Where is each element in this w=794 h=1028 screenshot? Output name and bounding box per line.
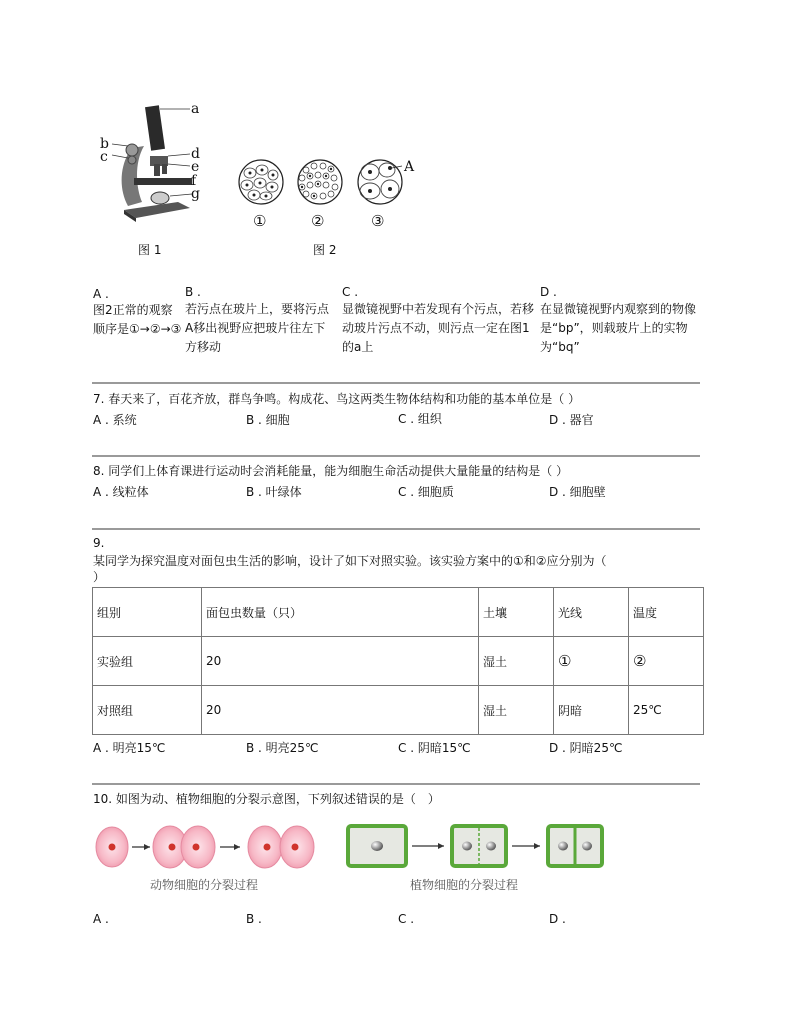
table-cell: 湿土 [479,637,554,686]
q10-option-d[interactable]: D . [549,912,566,926]
fig2-label-3: ③ [371,212,385,230]
table-cell: ② [629,637,704,686]
q7-option-d[interactable]: D . 器官 [549,413,594,427]
animal-division-caption: 动物细胞的分裂过程 [150,878,259,892]
table-row [93,686,704,735]
fig1-label-f: f [191,173,197,189]
fig1-label-a: a [191,101,200,117]
q8-option-b[interactable]: B . 叶绿体 [246,485,302,499]
header-cell: 土壤 [479,588,554,637]
plant-cell-division-figure [344,822,606,870]
table-cell: 实验组 [93,637,202,686]
header-cell: 温度 [629,588,704,637]
q6-option-c-letter[interactable]: C . [342,285,359,299]
q6-option-a-letter[interactable]: A . [93,287,109,301]
q9-option-a[interactable]: A . 明亮15℃ [93,741,166,755]
q10-option-a[interactable]: A . [93,912,109,926]
q6-option-d-letter[interactable]: D . [540,285,557,299]
q6-option-b-text[interactable]: 若污点在玻片上，要将污点A移出视野应把玻片往左下方移动 [185,302,330,354]
q7-option-c[interactable]: C . 组织 [398,412,442,426]
table-header-row [93,588,704,637]
divider-q9 [92,528,700,530]
q9-number: 9. [93,536,105,550]
q8-option-d[interactable]: D . 细胞壁 [549,485,606,499]
table-row [93,637,704,686]
q9-option-d[interactable]: D . 阴暗25℃ [549,741,623,755]
field-of-view-figure [234,156,414,208]
table-cell: 湿土 [479,686,554,735]
header-cell: 光线 [554,588,629,637]
q10-stem: 10. 如图为动、植物细胞的分裂示意图，下列叙述错误的是（ ） [93,792,440,806]
q8-option-c[interactable]: C . 细胞质 [398,485,454,499]
table-cell: 25℃ [629,686,704,735]
q6-option-d-text[interactable]: 在显微镜视野内观察到的物像是“bp”，则载玻片上的实物为“bq” [540,302,697,354]
q6-option-c-text[interactable]: 显微镜视野中若发现有个污点，若移动玻片污点不动，则污点一定在图1的a上 [342,302,535,354]
animal-cell-division-figure [92,823,324,871]
q6-option-a-text[interactable]: 图2正常的观察顺序是①→②→③ [93,303,182,336]
table-cell: 对照组 [93,686,202,735]
fig1-label-b: b [100,136,109,152]
plant-division-caption: 植物细胞的分裂过程 [410,878,519,892]
q9-option-b[interactable]: B . 明亮25℃ [246,741,319,755]
table-cell: 20 [202,686,479,735]
divider-q8 [92,455,700,457]
q9-stem-line2: ） [93,570,106,584]
fig2-label-1: ① [253,212,267,230]
fig1-label-e: e [191,159,200,175]
fig1-label-g: g [191,186,200,202]
experiment-table [92,587,704,735]
q7-option-b[interactable]: B . 细胞 [246,413,290,427]
divider-q7 [92,382,700,384]
q10-option-c[interactable]: C . [398,912,415,926]
q9-stem-line1: 某同学为探究温度对面包虫生活的影响，设计了如下对照实验。该实验方案中的①和②应分别为（ [93,554,607,568]
fig1-label-d: d [191,146,200,162]
divider-q10 [92,783,700,785]
q8-option-a[interactable]: A . 线粒体 [93,485,149,499]
fig1-label-c: c [100,149,108,165]
fig1-caption: 图 1 [138,243,162,257]
table-cell: ① [554,637,629,686]
q7-option-a[interactable]: A . 系统 [93,413,137,427]
table-cell: 阴暗 [554,686,629,735]
q8-stem: 8. 同学们上体育课进行运动时会消耗能量，能为细胞生命活动提供大量能量的结构是（ ） [93,464,569,478]
header-cell: 面包虫数量（只） [202,588,479,637]
q7-stem: 7. 春天来了，百花齐放，群鸟争鸣。构成花、鸟这两类生物体结构和功能的基本单位是（ ） [93,392,581,406]
q6-option-b-letter[interactable]: B . [185,285,201,299]
table-cell: 20 [202,637,479,686]
header-cell: 组别 [93,588,202,637]
q9-option-c[interactable]: C . 阴暗15℃ [398,741,471,755]
q10-option-b[interactable]: B . [246,912,262,926]
fig2-marker-a: A [404,159,415,175]
fig2-label-2: ② [311,212,325,230]
fig2-caption: 图 2 [313,243,337,257]
